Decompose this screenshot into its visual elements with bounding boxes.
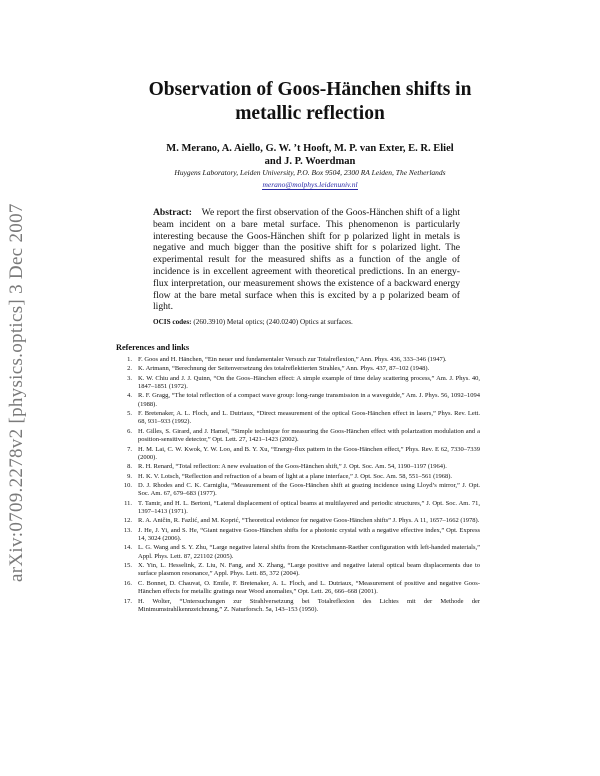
reference-number: 15. [123, 562, 132, 570]
reference-number: 7. [127, 445, 132, 453]
reference-number: 17. [123, 597, 132, 605]
reference-item [120, 463, 480, 471]
reference-item [120, 580, 480, 597]
paper-title [110, 78, 510, 126]
reference-item [120, 500, 480, 517]
ocis-text: (260.3910) Metal optics; (240.0240) Optics at surfaces. [193, 318, 353, 326]
reference-text: H. Wolter, “Untersuchungen zur Strahlversetzung bei Totalreflexion des Lichtes mit der Methode der Minimumstrahlkennzeichnung,” Z. Naturforsch. 5a, 143–153 (1950). [138, 597, 480, 613]
reference-text: C. Bonnet, D. Chauvat, O. Emile, F. Bretenaker, A. L. Floch, and L. Dutriaux, “Measurement of positive and negative Goos-Hänchen effects for metallic gratings near Wood anomalies,” Opt. Lett. 26, 666–668 (2001). [138, 579, 480, 596]
reference-text: L. G. Wang and S. Y. Zhu, “Large negative lateral shifts from the Kretschmann-Raether configuration with left-handed materials,” Appl. Phys. Lett. 87, 221102 (2005). [138, 544, 480, 560]
reference-item [120, 562, 480, 579]
authors [110, 142, 510, 168]
reference-item [120, 527, 480, 544]
reference-item [120, 473, 480, 481]
affiliation: Huygens Laboratory, Leiden University, P.O. Box 9504, 2300 RA Leiden, The Netherlands [174, 168, 446, 177]
reference-item [120, 482, 480, 499]
abstract-label: Abstract: [153, 207, 192, 218]
reference-text: R. H. Renard, “Total reflection: A new evaluation of the Goos-Hänchen shift,” J. Opt. Soc. Am. 54, 1190–1197 (1964). [138, 463, 447, 471]
reference-text: T. Tamir, and H. L. Bertoni, “Lateral displacement of optical beams at multilayered and periodic structures,” J. Opt. Soc. Am. 71, 1397–1413 (1971). [138, 499, 480, 515]
references-list [120, 356, 480, 615]
reference-number: 1. [127, 356, 132, 363]
reference-item [120, 375, 480, 392]
reference-item [120, 365, 480, 373]
reference-item [120, 598, 480, 615]
reference-text: D. J. Rhodes and C. K. Carniglia, “Measurement of the Goos-Hänchen shift at grazing incidence using Lloyd’s mirror,” J. Opt. Soc. Am. 67, 679–683 (1977). [138, 482, 480, 498]
reference-text: K. W. Chiu and J. J. Quinn, “On the Goos–Hänchen effect: A simple example of time delay scattering process,” Am. J. Phys. 40, 1847–1851 (1972). [138, 374, 480, 391]
reference-number: 16. [123, 579, 132, 587]
reference-number: 12. [123, 517, 132, 525]
abstract-text: We report the first observation of the Goos-Hänchen shift of a light beam incident on a bare metal surface. This phenomenon is particularly interesting because the Goos-Hänchen shift for p polarized light in metals is negative and much bigger than the positive shift for s polarized light. The experimental result for the measured shifts as a function of the angle of incidence is in excellent agreement with theoretical predictions. In an energy-flux interpretation, our measurement shows the existence of a backward energy flow at the bare metal surface when this is excited by a p polarized beam of light. [153, 207, 461, 313]
reference-number: 11. [124, 499, 132, 507]
reference-text: H. Gilles, S. Girard, and J. Hamel, “Simple technique for measuring the Goos-Hänchen effect with polarization modulation and a position-sensitive detector,” Opt. Lett. 27, 1421–1423 (2002). [138, 427, 480, 444]
authors-line-2: and J. P. Woerdman [264, 156, 356, 167]
reference-text: F. Bretenaker, A. L. Floch, and L. Dutriaux, “Direct measurement of the optical Goos-Hänchen effect in lasers,” Phys. Rev. Lett. 68, 931–933 (1992). [138, 410, 480, 426]
reference-number: 5. [127, 410, 132, 418]
authors-line-1: M. Merano, A. Aiello, G. W. ’t Hooft, M. P. van Exter, E. R. Eliel [166, 143, 454, 154]
title-line-1: Observation of Goos-Hänchen shifts in [148, 79, 472, 100]
reference-number: 2. [127, 365, 132, 373]
email-text[interactable]: merano@molphys.leidenuniv.nl [262, 180, 358, 189]
reference-number: 4. [127, 392, 132, 400]
reference-text: X. Yin, L. Hesselink, Z. Liu, N. Fang, and X. Zhang, “Large positive and negative lateral optical beam displacements due to surface plasmon resonance,” Appl. Phys. Lett. 85, 372 (2004). [138, 562, 480, 578]
reference-number: 8. [127, 463, 132, 471]
reference-item [120, 544, 480, 561]
reference-text: J. He, J. Yi, and S. He, “Giant negative Goos-Hänchen shifts for a photonic crystal with a negative effective index,” Opt. Express 14, 3024 (2006). [138, 526, 480, 543]
reference-item [120, 446, 480, 463]
email-link[interactable] [110, 180, 510, 189]
reference-item [120, 517, 480, 525]
reference-item [120, 356, 480, 364]
reference-number: 13. [123, 526, 132, 534]
ocis-codes [153, 318, 473, 326]
ocis-label: OCIS codes: [153, 318, 192, 326]
reference-number: 9. [127, 472, 132, 480]
reference-text: R. F. Gragg, “The total reflection of a compact wave group: long-range transmission in a waveguide,” Am. J. Phys. 56, 1092–1094 (1988). [138, 392, 480, 408]
references-heading: References and links [116, 343, 190, 352]
reference-number: 3. [127, 374, 132, 382]
title-line-2: metallic reflection [235, 103, 385, 124]
abstract [153, 207, 460, 313]
reference-item [120, 410, 480, 427]
reference-number: 14. [123, 544, 132, 552]
reference-text: R. A. Aničin, R. Fazlić, and M. Koprić, “Theoretical evidence for negative Goos-Hänchen shifts” J. Phys. A 11, 1657–1662 (1978). [138, 517, 480, 525]
arxiv-identifier: arXiv:0709.2278v2 [physics.optics] 3 Dec 2007 [6, 203, 27, 582]
reference-text: F. Goos and H. Hänchen, “Ein neuer und fundamentaler Versuch zur Totalreflexion,” Ann. Phys. 436, 333–346 (1947). [138, 356, 447, 363]
reference-text: H. K. V. Lotsch, “Reflection and refraction of a beam of light at a plane interface,” J. Opt. Soc. Am. 58, 551–561 (1968). [138, 472, 453, 480]
reference-text: K. Artmann, “Berechnung der Seitenversetzung des totalreflektierten Strahles,” Ann. Phys. 437, 87–102 (1948). [138, 365, 430, 373]
reference-item [120, 392, 480, 409]
reference-text: H. M. Lai, C. W. Kwok, Y. W. Loo, and B. Y. Xu, “Energy-flux pattern in the Goos-Hänchen effect,” Phys. Rev. E 62, 7330–7339 (2000). [138, 445, 480, 461]
reference-number: 10. [123, 482, 132, 489]
reference-item [120, 428, 480, 445]
reference-number: 6. [127, 427, 132, 435]
